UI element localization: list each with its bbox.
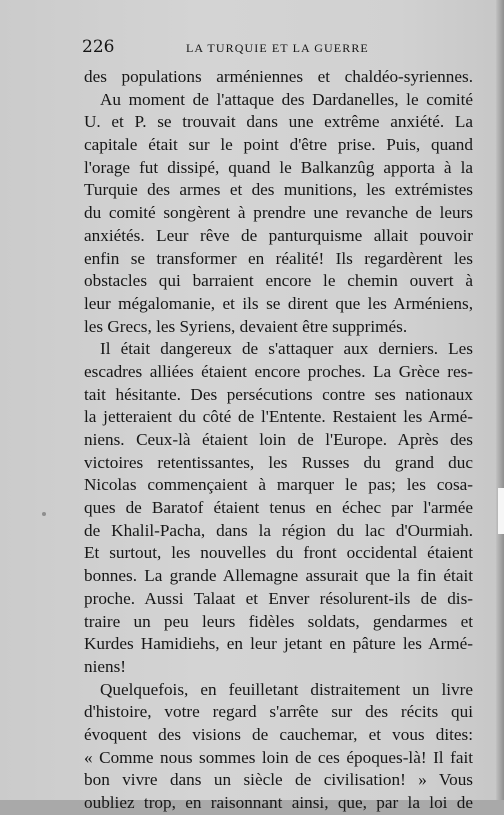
text-line: bon vivre dans un siècle de civilisation! » Vous	[84, 770, 473, 790]
text-line: U. et P. se trouvait dans une extrême anxiété. La	[84, 112, 473, 132]
text-line: des populations arméniennes et chaldéo-syriennes.	[84, 67, 473, 86]
text-line: Il était dangereux de s'attaquer aux derniers. Les	[100, 339, 473, 359]
text-line: victoires retentissantes, les Russes du grand duc	[84, 452, 473, 472]
text-line: capitale était sur le point d'être prise. Puis, quand	[84, 135, 473, 155]
text-line: bonnes. La grande Allemagne assurait que la fin était	[84, 566, 473, 586]
page-edge-shadow	[496, 0, 504, 800]
text-line: Au moment de l'attaque des Dardanelles, le comité	[100, 89, 473, 109]
text-line: Et surtout, les nouvelles du front occidental étaient	[84, 543, 473, 563]
text-line: niens!	[84, 656, 127, 676]
text-line: du comité songèrent à prendre une revanche de leurs	[84, 203, 473, 223]
text-line: Nicolas commençaient à marquer le pas; les cosa-	[84, 475, 473, 495]
text-line: « Comme nous sommes loin de ces époques-là! Il fait	[84, 747, 473, 767]
text-line: Kurdes Hamidiehs, en leur jetant en pâture les Armé-	[84, 634, 473, 654]
paper-speck	[42, 512, 46, 516]
text-line: tait hésitante. Des persécutions contre ses nationaux	[84, 384, 473, 404]
text-line: proche. Aussi Talaat et Enver résolurent-ils de dis-	[84, 588, 473, 608]
text-line: l'orage fut dissipé, quand le Balkanzûg apporta à la	[84, 157, 473, 177]
text-line: traire un peu leurs fidèles soldats, gendarmes et	[84, 611, 473, 631]
running-title: LA TURQUIE ET LA GUERRE	[186, 41, 369, 55]
page-number: 226	[82, 37, 115, 57]
text-line: anxiétés. Leur rêve de panturquisme allait pouvoir	[84, 225, 473, 245]
text-line: enfin se transformer en réalité! Ils regardèrent les	[84, 248, 473, 268]
page-header	[82, 37, 472, 59]
text-line: évoquent des visions de cauchemar, et vous dites:	[84, 724, 473, 744]
text-line: Quelquefois, en feuilletant distraitement un livre	[100, 679, 473, 699]
text-line: escadres alliées étaient encore proches. La Grèce res-	[84, 361, 473, 381]
page-edge-highlight	[498, 488, 504, 534]
text-line: les Grecs, les Syriens, devaient être supprimés.	[84, 316, 408, 336]
text-line: leur mégalomanie, et ils se dirent que les Arméniens,	[84, 293, 473, 313]
text-line: niens. Ceux-là étaient loin de l'Europe. Après des	[84, 430, 473, 449]
text-line: obstacles qui barraient encore le chemin ouvert à	[84, 271, 473, 291]
text-line: oubliez trop, en raisonnant ainsi, que, par la loi de	[84, 793, 473, 812]
text-line: d'histoire, votre regard s'arrête sur des récits qui	[84, 702, 473, 722]
text-line: ques de Baratof étaient tenus en échec par l'armée	[84, 498, 473, 518]
text-line: de Khalil-Pacha, dans la région du lac d'Ourmiah.	[84, 520, 473, 540]
body-text	[84, 66, 473, 815]
text-line: Turquie des armes et des munitions, les extrémistes	[84, 180, 473, 200]
text-line: la jetteraient du côté de l'Entente. Restaient les Armé-	[84, 407, 473, 427]
